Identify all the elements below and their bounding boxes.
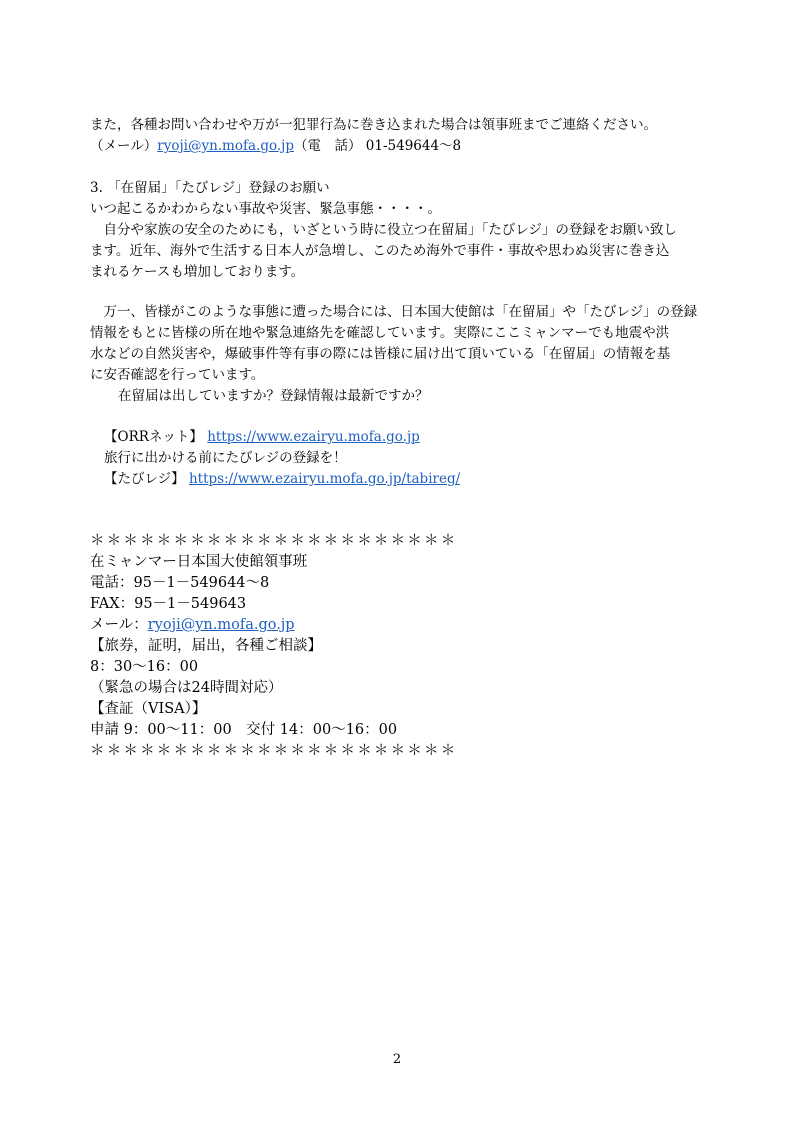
mail-line: [90, 615, 295, 636]
paragraph-line: いつ起こるかわからない事故や災害、緊急事態・・・・。: [90, 201, 441, 217]
tel-line: 電話：95－1－549644～8: [90, 575, 270, 591]
emergency-line: （緊急の場合は24時間対応）: [90, 680, 283, 696]
tel-text: （電 話） 01-549644～8: [293, 138, 462, 154]
email-link[interactable]: ryoji@yn.mofa.go.jp: [157, 138, 294, 154]
paragraph-line: に安否確認を行っています。: [90, 367, 265, 383]
paragraph-line: 水などの自然災害や，爆破事件等有事の際には皆様に届け出て頂いている「在留届」の情報を基: [90, 346, 671, 362]
separator-stars-end: ＊＊＊＊＊＊＊＊＊＊＊＊＊＊＊＊＊＊＊＊＊＊: [90, 743, 458, 759]
mail-label: メール：: [90, 617, 148, 633]
page-number: 2: [392, 1052, 402, 1067]
visa-line: 【査証（VISA）】: [90, 701, 207, 717]
section-heading: 3. 「在留届」「たびレジ」登録のお願い: [90, 180, 330, 196]
contact-line: また，各種お問い合わせや万が一犯罪行為に巻き込まれた場合は領事班までご連絡ください。: [90, 117, 657, 133]
hours-line: 8：30～16：00: [90, 659, 199, 675]
paragraph-line: 自分や家族の安全のためにも，いざという時に役立つ在留届」「たびレジ」の登録をお願い致し: [90, 222, 677, 238]
question-line: 在留届は出していますか？登録情報は最新ですか？: [118, 388, 429, 404]
visa-hours-line: 申請 9：00～11：00 交付 14：00～16：00: [90, 722, 398, 738]
orr-label: 【ORRネット】: [104, 429, 203, 445]
orr-line: [104, 427, 420, 447]
orr-link[interactable]: https://www.ezairyu.mofa.go.jp: [207, 429, 420, 445]
tabireg-intro: 旅行に出かける前にたびレジの登録を！: [104, 450, 347, 466]
contact-mail-line: [90, 136, 461, 156]
tabireg-line: [104, 469, 460, 489]
fax-line: FAX：95－1－549643: [90, 596, 247, 612]
separator-stars: ＊＊＊＊＊＊＊＊＊＊＊＊＊＊＊＊＊＊＊＊＊＊: [90, 533, 458, 549]
paragraph-line: 情報をもとに皆様の所在地や緊急連絡先を確認しています。実際にここミャンマーでも地震や洪: [90, 325, 670, 341]
services-line: 【旅券，証明，届出，各種ご相談】: [90, 638, 322, 654]
mail-prefix: （メール）: [90, 138, 158, 154]
paragraph-line: まれるケースも増加しております。: [90, 264, 305, 280]
tabireg-link[interactable]: https://www.ezairyu.mofa.go.jp/tabireg/: [188, 471, 461, 487]
footer-email-link[interactable]: ryoji@yn.mofa.go.jp: [147, 617, 295, 633]
tabireg-label: 【たびレジ】: [104, 471, 185, 487]
paragraph-line: ます。近年、海外で生活する日本人が急増し、このため海外で事件・事故や思わぬ災害に巻き込: [90, 243, 670, 259]
paragraph-line: 万一、皆様がこのような事態に遭った場合には、日本国大使館は「在留届」や「たびレジ」の登録: [90, 304, 698, 320]
org-name: 在ミャンマー日本国大使館領事班: [90, 554, 308, 570]
